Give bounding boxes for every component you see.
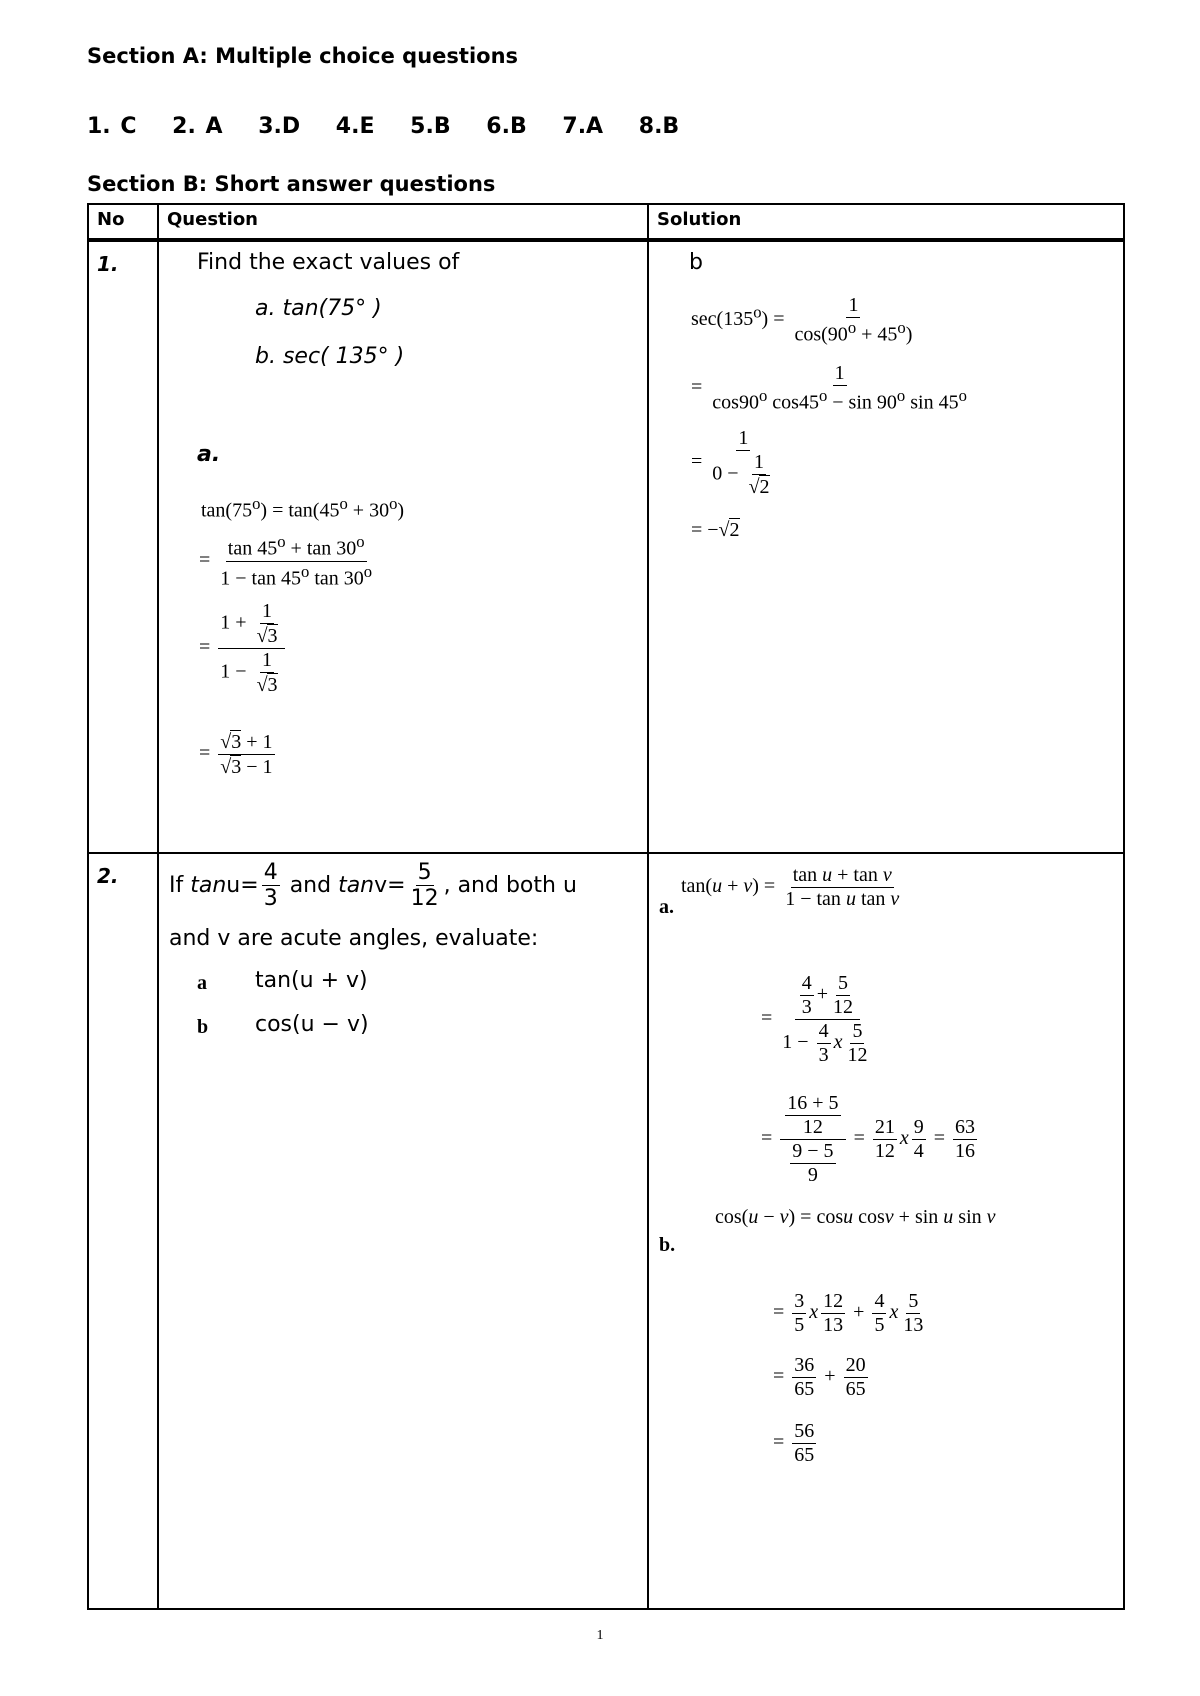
answer-1: 1. C <box>87 114 137 139</box>
question-2-cell <box>159 854 647 1608</box>
answer-8: 8.B <box>638 114 680 139</box>
q1a-step4: = $\frac{√3 + 1}{√3 - 1}$ <box>199 731 273 778</box>
answer-7: 7.A <box>562 114 604 139</box>
q1a-step2: = $\frac{\tan 45^o + \tan 30^o}{1 - \tan 45^o \tan 30^o}$ <box>199 532 373 590</box>
question-number: 1. <box>97 252 119 276</box>
q2-sol-b-label: b. <box>659 1234 676 1256</box>
q2-sol-a-label: a. <box>659 896 674 918</box>
header-solution: Solution <box>648 204 1124 240</box>
section-b-title: Section B: Short answer questions <box>87 172 496 196</box>
q2b-step3: = $\frac{36}{65}$ + $\frac{20}{65}$ <box>773 1354 866 1400</box>
q1-part-b: b. sec( 135° ) <box>255 344 405 369</box>
question-1-cell <box>159 242 647 852</box>
answer-3: 3.D <box>258 114 301 139</box>
table-row <box>88 240 1124 853</box>
table-header-row <box>88 204 1124 240</box>
page-number: 1 <box>596 1628 604 1643</box>
section-a-title: Section A: Multiple choice questions <box>87 44 519 68</box>
q2a-step2: = $\frac{4}{3}$ + $\frac{5}{12}$ 1 − $\frac{4}{3}$ x $\frac{5}{12}$ <box>761 972 868 1066</box>
header-no: No <box>88 204 158 240</box>
q2-line1-end: , and both u <box>443 872 577 898</box>
q2-part-a-expr: tan(u + v) <box>255 968 368 993</box>
answer-5: 5.B <box>410 114 451 139</box>
q2b-step4: = $\frac{56}{65}$ <box>773 1420 815 1466</box>
q1-prompt: Find the exact values of <box>197 250 460 275</box>
q1b-step1: $\sec(135^o)$ = $\frac{1}{\cos(90^o + 45^o)}$ <box>691 294 913 346</box>
q2-part-b-label: b <box>197 1016 209 1038</box>
q1-a-label: a. <box>197 442 221 467</box>
q1b-step3: = 1 0 − $\frac{1}{√2}$ <box>691 427 770 498</box>
q2b-step2: = $\frac{3}{5}$ x $\frac{12}{13}$ + $\frac{4}{5}$ x $\frac{5}{13}$ <box>773 1290 924 1336</box>
q1-part-a: a. tan(75° ) <box>255 296 382 321</box>
q2-line2: and v are acute angles, evaluate: <box>169 926 539 951</box>
q2-part-a-label: a <box>197 972 207 994</box>
question-number: 2. <box>97 864 119 888</box>
mc-answers <box>87 114 705 139</box>
solution-1-cell <box>649 242 1123 852</box>
solution-2-cell <box>649 854 1123 1608</box>
q2-part-b-expr: cos(u − v) <box>255 1012 369 1037</box>
q2-line1: If tanu= $\frac{4}{3}$ and tanv= $\frac{5}{12}$ , and both u <box>169 860 577 912</box>
q2-if: If <box>169 872 184 898</box>
answers-table <box>87 203 1125 1610</box>
header-question: Question <box>158 204 648 240</box>
q1-sol-label: b <box>689 250 703 275</box>
q2b-step1: cos(u − v) = cosu cosv + sin u sin v <box>715 1206 996 1228</box>
q1b-step2: = $\frac{1}{\cos 90^o \cos 45^o - \sin 90^o \sin 45^o}$ <box>691 362 967 414</box>
q1a-step3: = 1 + $\frac{1}{√3}$ 1 − $\frac{1}{√3}$ <box>199 600 288 697</box>
answer-2: 2. A <box>172 114 223 139</box>
answer-4: 4.E <box>335 114 375 139</box>
q1b-step4: = −√2 <box>691 519 740 541</box>
q2a-step3: = $\frac{\frac{16 + 5}{12}}{\frac{9 - 5}{9}}$ = $\frac{21}{12}$ x $\frac{9}{4}$ = $\frac{63}{16}$ <box>761 1092 976 1186</box>
table-row <box>88 853 1124 1609</box>
answer-6: 6.B <box>486 114 527 139</box>
q2-and: and <box>289 872 332 898</box>
q2a-step1: tan(u + v) = $\frac{\text{tan u + tan v}}{\text{1 − tan u tan v}}$ <box>681 864 900 910</box>
q1a-step1: $\tan(75^o) = \tan(45^o + 30^o)$ <box>201 494 405 522</box>
